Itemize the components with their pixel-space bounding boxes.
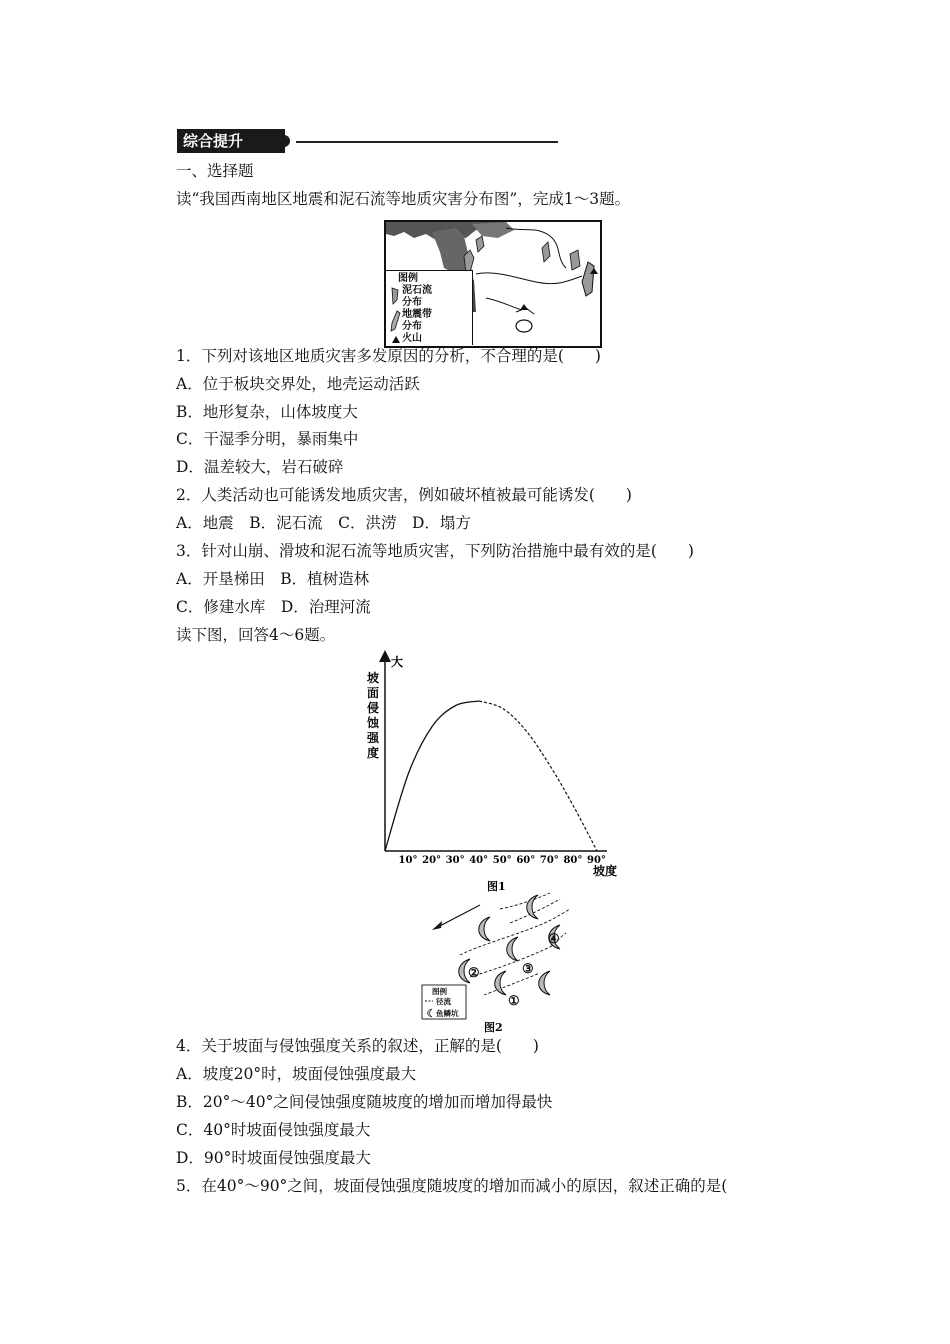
series-solid-line xyxy=(385,701,479,851)
q3-options-ab: A．开垦梯田 B．植树造林 xyxy=(176,570,370,588)
q3-stem: 3．针对山崩、滑坡和泥石流等地质灾害，下列防治措施中最有效的是( ) xyxy=(176,542,694,560)
flow-arrowhead xyxy=(432,921,442,930)
legend-mudflow-2: 分布 xyxy=(402,297,422,308)
volcano-legend-icon xyxy=(391,334,401,344)
q4-option-a: A．坡度20°时，坡面侵蚀强度最大 xyxy=(176,1065,417,1083)
marker-3: ③ xyxy=(522,962,534,977)
legend-quake-2: 分布 xyxy=(402,321,422,332)
q4-option-b: B．20°～40°之间侵蚀强度随坡度的增加而增加得最快 xyxy=(176,1093,553,1111)
x-tick-label: 80° xyxy=(563,855,583,866)
fig2-legend-pit: 鱼鳞坑 xyxy=(436,1009,459,1018)
section-banner xyxy=(177,129,297,153)
y-label-char: 坡 xyxy=(367,671,380,685)
x-tick-label: 90° xyxy=(587,855,606,866)
x-tick-label: 30° xyxy=(445,855,465,866)
y-label-char: 强 xyxy=(367,731,380,745)
fig2-legend-title: 图例 xyxy=(432,987,447,996)
y-label-char: 侵 xyxy=(367,701,380,715)
q4-option-d: D．90°时坡面侵蚀强度最大 xyxy=(176,1149,371,1167)
section-heading: 一、选择题 xyxy=(176,162,254,180)
x-tick-label: 20° xyxy=(422,855,442,866)
x-tick-label: 40° xyxy=(469,855,489,866)
q5-stem: 5．在40°～90°之间，坡面侵蚀强度随坡度的增加而减小的原因，叙述正确的是( xyxy=(176,1177,728,1195)
legend-volcano: 火山 xyxy=(402,333,422,344)
q1-option-d: D．温差较大，岩石破碎 xyxy=(176,458,344,476)
map-intro: 读“我国西南地区地震和泥石流等地质灾害分布图”，完成1～3题。 xyxy=(176,190,631,208)
marker-1: ① xyxy=(508,994,520,1009)
map-legend xyxy=(386,270,473,345)
x-axis-label: 坡度 xyxy=(593,864,618,878)
fig2-legend-runoff: 径流 xyxy=(436,997,451,1006)
legend-quake-1: 地震带 xyxy=(402,309,432,320)
marker-2: ② xyxy=(468,966,480,981)
q1-stem: 1．下列对该地区地质灾害多发原因的分析，不合理的是( ) xyxy=(176,347,601,365)
q1-option-c: C．干湿季分明，暴雨集中 xyxy=(176,430,359,448)
q1-option-a: A．位于板块交界处，地壳运动活跃 xyxy=(176,375,420,393)
x-tick-labels xyxy=(399,855,606,866)
legend-title: 图例 xyxy=(398,273,418,284)
chart-caption: 图1 xyxy=(487,880,506,893)
x-tick-label: 50° xyxy=(492,855,512,866)
mudflow-legend-icon xyxy=(390,286,400,308)
banner-label: 综合提升 xyxy=(183,132,244,150)
q4-option-c: C．40°时坡面侵蚀强度最大 xyxy=(176,1121,371,1139)
legend-mudflow-1: 泥石流 xyxy=(402,285,432,296)
fig2-caption: 图2 xyxy=(484,1021,503,1034)
q1-option-b: B．地形复杂，山体坡度大 xyxy=(176,403,358,421)
y-label-char: 度 xyxy=(367,746,380,760)
marker-4: ④ xyxy=(548,932,560,947)
q2-options: A．地震 B．泥石流 C．洪涝 D．塌方 xyxy=(176,514,471,532)
x-tick-label: 60° xyxy=(516,855,536,866)
fish-scale-pit-diagram xyxy=(410,885,590,1035)
banner-rule xyxy=(296,141,558,143)
disaster-map xyxy=(384,220,602,348)
y-axis-label xyxy=(366,670,380,760)
y-label-char: 蚀 xyxy=(367,716,380,730)
y-label-char: 面 xyxy=(367,686,380,700)
x-tick-label: 10° xyxy=(398,855,418,866)
y-top-label: 大 xyxy=(391,655,404,669)
q4-stem: 4．关于坡面与侵蚀强度关系的叙述，正解的是( ) xyxy=(176,1037,539,1055)
quake-legend-icon xyxy=(389,309,401,333)
x-tick-label: 70° xyxy=(539,855,559,866)
q3-options-cd: C．修建水库 D．治理河流 xyxy=(176,598,371,616)
figure-intro: 读下图，回答4～6题。 xyxy=(176,626,336,644)
q2-stem: 2．人类活动也可能诱发地质灾害，例如破坏植被最可能诱发( ) xyxy=(176,486,632,504)
series-dashed-line xyxy=(479,701,597,851)
erosion-chart xyxy=(365,648,625,898)
